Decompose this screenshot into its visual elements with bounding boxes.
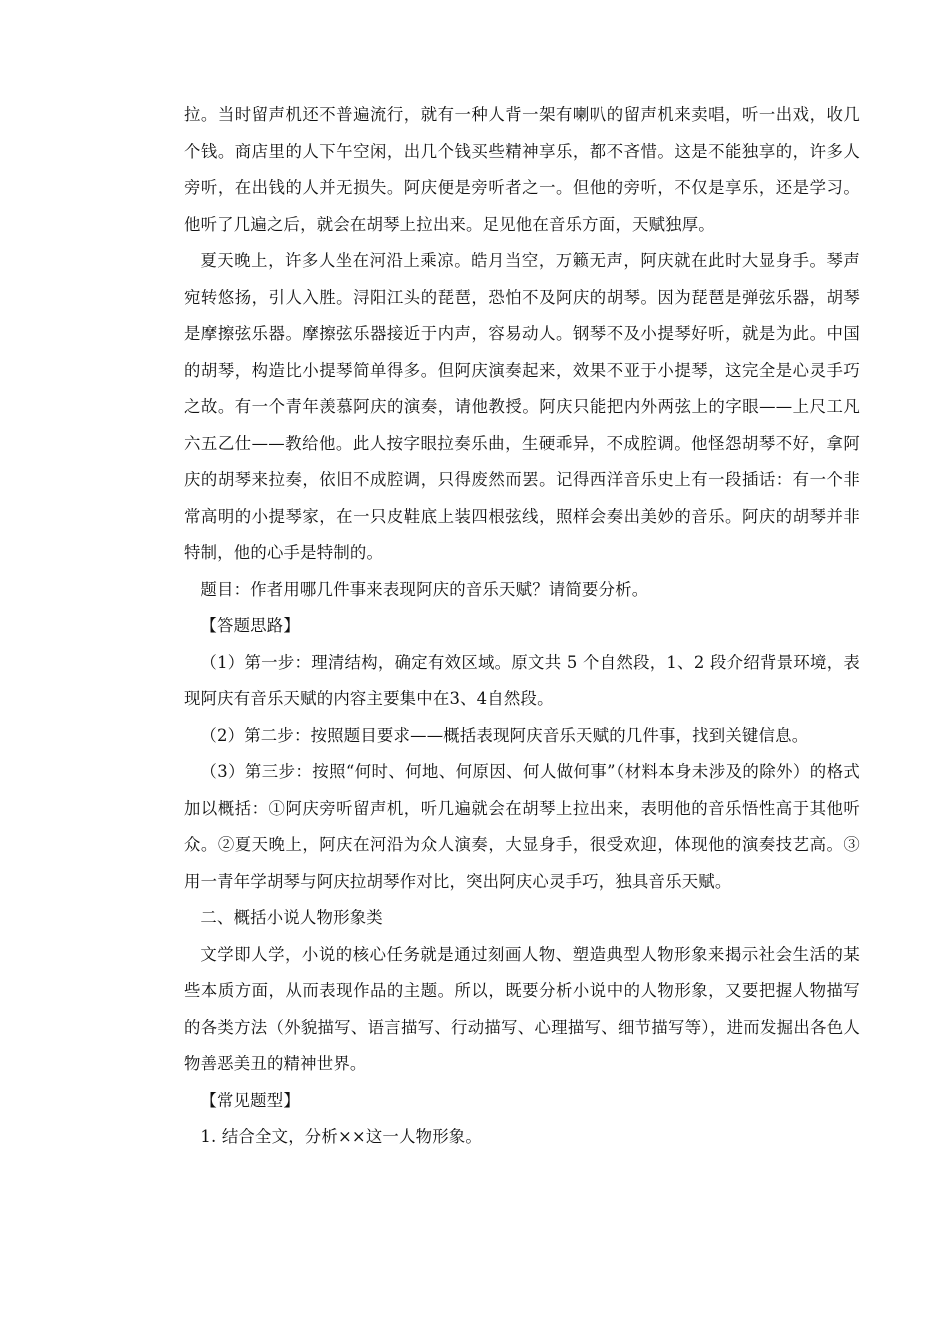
section-heading-character-image: 二、概括小说人物形象类 (200, 908, 383, 927)
section-heading-common-questions: 【常见题型】 (200, 1090, 300, 1110)
paragraph-character-intro: 文学即人学，小说的核心任务就是通过刻画人物、塑造典型人物形象来揭示社会生活的某些本质方面，从而表现作品的主题。所以，既要分析小说中的人物形象，又要把握人物描写的各类方法（外貌描写、语言描写、行动描写、心理描写、细节描写等），进而发掘出各色人物善恶美丑的精神世界。 (184, 944, 860, 1073)
paragraph-story-2: 夏天晚上，许多人坐在河沿上乘凉。皓月当空，万籁无声，阿庆就在此时大显身手。琴声宛转悠扬，引人入胜。浔阳江头的琵琶，恐怕不及阿庆的胡琴。因为琵琶是弹弦乐器，胡琴是摩擦弦乐器。摩擦弦乐器接近于内声，容易动人。钢琴不及小提琴好听，就是为此。中国的胡琴，构造比小提琴简单得多。但阿庆演奏起来，效果不亚于小提琴，这完全是心灵手巧之故。有一个青年羡慕阿庆的演奏，请他教授。阿庆只能把内外两弦上的字眼——上尺工凡六五乙仕——教给他。此人按字眼拉奏乐曲，生硬乖异，不成腔调。他怪怨胡琴不好，拿阿庆的胡琴来拉奏，依旧不成腔调，只得废然而罢。记得西洋音乐史上有一段插话：有一个非常高明的小提琴家，在一只皮鞋底上装四根弦线，照样会奏出美妙的音乐。阿庆的胡琴并非特制，他的心手是特制的。 (184, 251, 860, 562)
question-item-1: 1. 结合全文，分析××这一人物形象。 (200, 1127, 482, 1146)
question-prompt: 题目：作者用哪几件事来表现阿庆的音乐天赋？请简要分析。 (200, 579, 649, 599)
answer-step-1: （1）第一步：理清结构，确定有效区域。原文共 5 个自然段，1、2 段介绍背景环境，表现阿庆有音乐天赋的内容主要集中在3、4自然段。 (184, 652, 860, 708)
section-heading-answer-approach: 【答题思路】 (200, 616, 300, 635)
paragraph-story-1: 拉。当时留声机还不普遍流行，就有一种人背一架有喇叭的留声机来卖唱，听一出戏，收几个钱。商店里的人下午空闲，出几个钱买些精神享乐，都不吝惜。这是不能独享的，许多人旁听，在出钱的人并无损失。阿庆便是旁听者之一。但他的旁听，不仅是享乐，还是学习。他听了几遍之后，就会在胡琴上拉出来。足见他在音乐方面，天赋独厚。 (184, 105, 860, 234)
answer-step-3: （3）第三步：按照“何时、何地、何原因、何人做何事”（材料本身未涉及的除外）的格式加以概括：①阿庆旁听留声机，听几遍就会在胡琴上拉出来，表明他的音乐悟性高于其他听众。②夏天晚上，阿庆在河沿为众人演奏，大显身手，很受欢迎，体现他的演奏技艺高。③用一青年学胡琴与阿庆拉胡琴作对比，突出阿庆心灵手巧，独具音乐天赋。 (184, 762, 860, 891)
document-body (184, 97, 860, 1156)
answer-step-2: （2）第二步：按照题目要求——概括表现阿庆音乐天赋的几件事，找到关键信息。 (200, 725, 809, 745)
